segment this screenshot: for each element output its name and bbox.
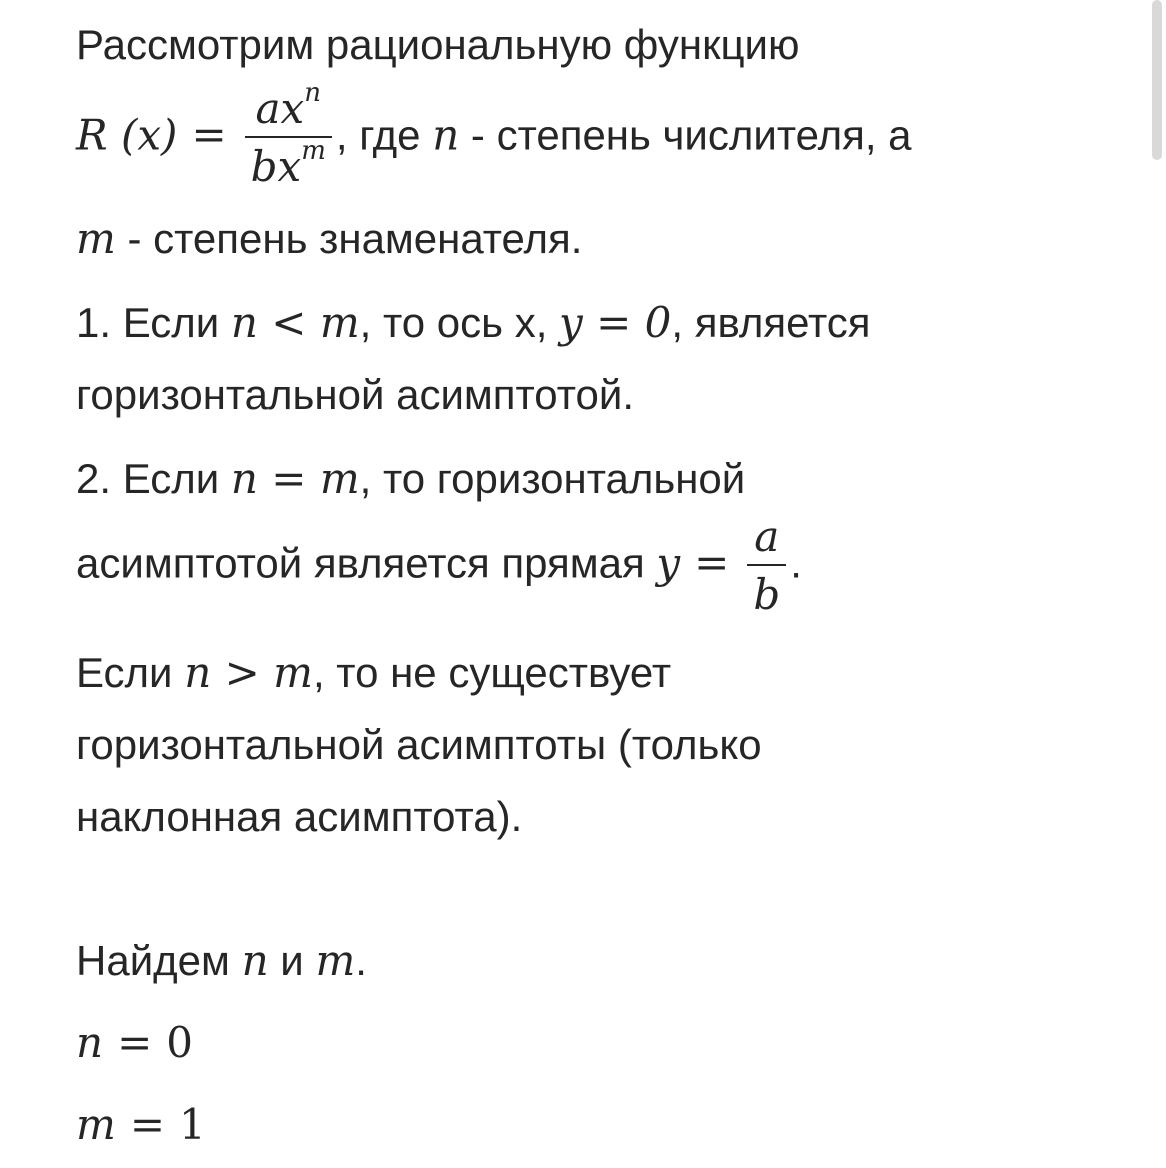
case2-line1: 2. Если n = m, то горизонтальной (76, 454, 746, 503)
case3-line3: наклонная асимптота). (76, 793, 523, 840)
find-line: Найдем n и m. (76, 936, 367, 985)
scrollbar[interactable] (1152, 0, 1162, 160)
formula-equals: = (191, 110, 227, 160)
case2-fraction (747, 512, 786, 621)
case2-condition: n = m (230, 454, 360, 503)
intro-line (76, 21, 800, 68)
intro-text: Рассмотрим рациональную функцию (76, 21, 800, 68)
case3-line2: горизонтальной асимптоты (только (76, 721, 762, 768)
formula-lhs: R (x) (76, 110, 178, 160)
case2-denominator: b (753, 570, 781, 620)
case1-equation: y = 0 (559, 298, 672, 347)
case1-condition: n < m (230, 298, 360, 347)
case2-line2: асимптотой является прямая y = $\frac{a}{b}$ . (76, 512, 802, 620)
intro-line-3: m - степень знаменателя. (76, 214, 583, 263)
case3-line1: Если n > m, то не существует (76, 648, 672, 697)
fraction-bar (747, 564, 786, 566)
case1-line2: горизонтальной асимптотой. (76, 371, 634, 418)
formula-fraction (245, 78, 332, 193)
result-n: n = 0 (76, 1018, 193, 1067)
formula-denominator: $bx^m$ (250, 136, 326, 192)
case1-line1: 1. Если n < m, то ось х, y = 0, является (76, 298, 871, 347)
formula-numerator: $ax^n$ (255, 78, 321, 133)
formula-line: R (x) = $\frac{ax^n}{bx^m}$ , где n - степень числителя, а (76, 78, 912, 192)
result-m: m = 1 (76, 1100, 206, 1149)
case2-numerator: a (754, 512, 780, 561)
case3-condition: n > m (184, 648, 313, 697)
